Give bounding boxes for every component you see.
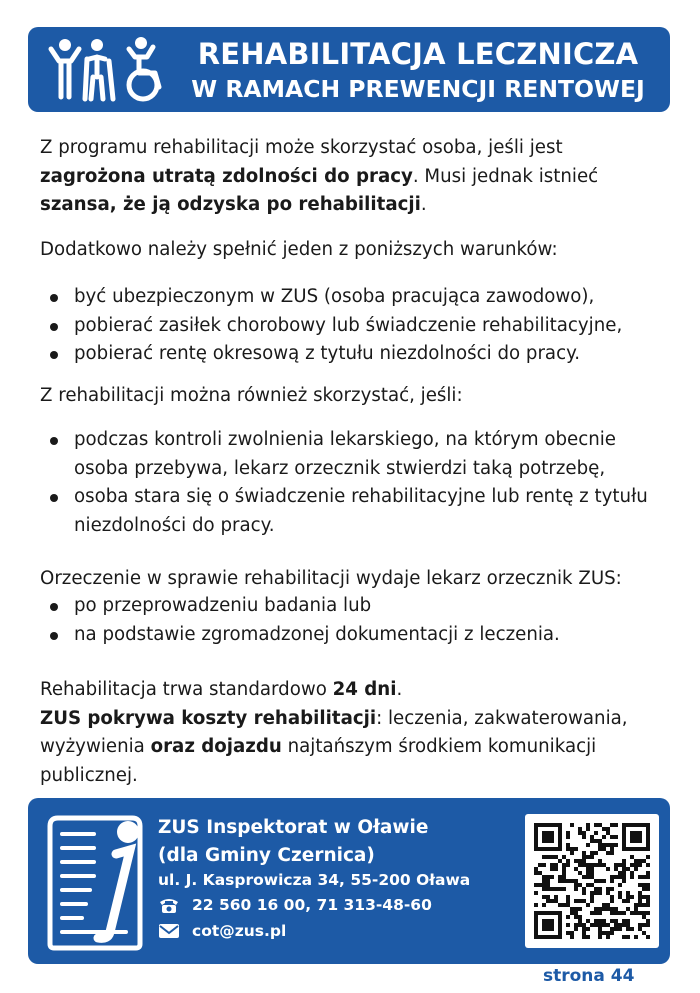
email-row <box>158 922 286 940</box>
intro-paragraph: Z programu rehabilitacji może skorzystać osoba, jeśli jest zagrożona utratą zdolności do pracy. Musi jednak istnieć szansa, że ją odzyska po rehabilitacji. <box>40 137 599 215</box>
qr-code[interactable] <box>525 814 659 948</box>
list-item: osoba stara się o świadczenie rehabilitacyjne lub rentę z tytułu niezdolności do pracy. <box>40 483 670 540</box>
email-address[interactable]: cot@zus.pl <box>192 922 287 940</box>
duration-paragraph: Rehabilitacja trwa standardowo 24 dni. ZUS pokrywa koszty rehabilitacji: leczenia, zakwaterowania, wyżywienia oraz dojazdu najtańszym środkiem komunikacji publicznej. <box>40 679 628 786</box>
conditions-list <box>40 283 670 369</box>
list-item: na podstawie zgromadzonej dokumentacji z leczenia. <box>40 621 670 650</box>
phone-icon <box>158 896 180 914</box>
people-disability-icon <box>43 35 173 105</box>
list-item: pobierać rentę okresową z tytułu niezdolności do pracy. <box>40 340 670 369</box>
decision-lead: Orzeczenie w sprawie rehabilitacji wydaje lekarz orzecznik ZUS: <box>40 568 622 589</box>
list-item: pobierać zasiłek chorobowy lub świadczenie rehabilitacyjne, <box>40 312 670 341</box>
conditions-lead: Dodatkowo należy spełnić jeden z poniższych warunków: <box>40 239 558 260</box>
also-list <box>40 426 670 540</box>
list-item: po przeprowadzeniu badania lub <box>40 592 670 621</box>
institution-name: ZUS Inspektorat w Oławie (dla Gminy Czernica) <box>158 817 429 866</box>
info-document-icon <box>46 812 164 952</box>
envelope-icon <box>158 923 180 939</box>
title-line-2: W RAMACH PREWENCJI RENTOWEJ <box>191 75 645 103</box>
also-lead: Z rehabilitacji można również skorzystać, jeśli: <box>40 385 463 406</box>
header-banner <box>28 27 670 112</box>
phone-numbers: 22 560 16 00, 71 313-48-60 <box>192 896 432 914</box>
decision-list <box>40 592 670 649</box>
address: ul. J. Kasprowicza 34, 55-200 Oława <box>158 871 471 889</box>
list-item: podczas kontroli zwolnienia lekarskiego, na którym obecnie osoba przebywa, lekarz orzecznik stwierdzi taką potrzebę, <box>40 426 670 483</box>
page-number: strona 44 <box>543 966 635 986</box>
phone-row <box>158 896 432 914</box>
list-item: być ubezpieczonym w ZUS (osoba pracująca zawodowo), <box>40 283 670 312</box>
contact-footer <box>28 798 670 964</box>
title-line-1: REHABILITACJA LECZNICZA <box>197 37 639 71</box>
